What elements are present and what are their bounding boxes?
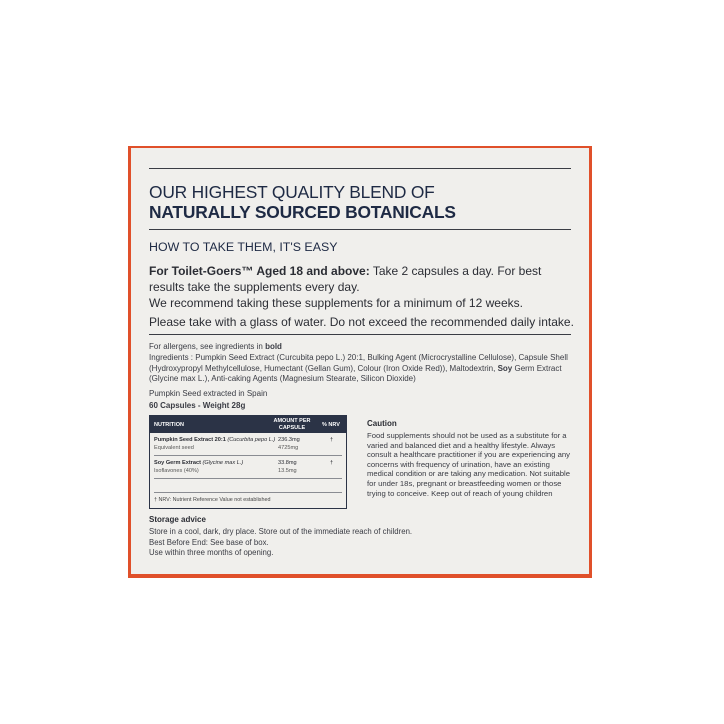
row-amount: 236.3mg bbox=[278, 437, 300, 443]
allergen-bold: bold bbox=[265, 342, 282, 351]
nutrition-table bbox=[149, 415, 347, 509]
top-divider bbox=[149, 168, 571, 169]
headline-line-1: OUR HIGHEST QUALITY BLEND OF bbox=[149, 182, 435, 202]
ingredients-part-1: Ingredients : Pumpkin Seed Extract (Curcubita pepo L.) 20:1, Bulking Agent (Microcrystalline Cellulose), Capsule Shell (Hydroxypropyl Methylcellulose, Humectant (Gellan Gum), Colour (Iron Oxide Red)), Maltodextrin, bbox=[149, 353, 568, 373]
nutrition-table-header bbox=[150, 416, 346, 433]
row-name-bold: Soy Germ Extract bbox=[154, 460, 201, 466]
storage-line-2: Best Before End: See base of box. bbox=[149, 537, 269, 547]
ingredients-list bbox=[149, 353, 569, 385]
caution-text: Food supplements should not be used as a substitute for a varied and balanced diet and a healthy lifestyle. Always consult a healthcare practitioner if you are experiencing any concerns with frequency of urination, have an existing medical condition or are taking any medication. Not suitable for under 18s, pregnant or breastfeeding women or those trying to conceive. Keep out of reach of young children bbox=[367, 431, 570, 498]
ingredients-part-2: Germ Extract (Glycine max L.), Anti-caking Agents (Magnesium Stearate, Silicon Dioxide) bbox=[149, 363, 562, 383]
row-amount: 13.5mg bbox=[278, 468, 297, 474]
row-amount: 4725mg bbox=[278, 445, 299, 451]
table-divider bbox=[154, 478, 342, 479]
ingredients-allergen: Soy bbox=[497, 363, 513, 373]
row-name: Isoflavones (40%) bbox=[154, 468, 199, 474]
howto-recommend: We recommend taking these supplements for a minimum of 12 weeks. bbox=[149, 296, 523, 310]
header-nutrition: NUTRITION bbox=[154, 422, 184, 428]
headline-divider bbox=[149, 229, 571, 230]
row-name bbox=[154, 436, 275, 444]
row-name: Equivalent seed bbox=[154, 445, 194, 451]
row-name bbox=[154, 459, 243, 467]
storage-line-1: Store in a cool, dark, dry place. Store out of the immediate reach of children. bbox=[149, 527, 413, 536]
row-nrv: † bbox=[330, 460, 334, 466]
storage-line-3: Use within three months of opening. bbox=[149, 548, 274, 557]
howto-water: Please take with a glass of water. Do not exceed the recommended daily intake. bbox=[149, 315, 574, 329]
package-back-panel bbox=[128, 146, 592, 578]
capsule-count: 60 Capsules - Weight 28g bbox=[149, 401, 246, 410]
storage-title: Storage advice bbox=[149, 515, 206, 524]
table-divider bbox=[154, 492, 342, 493]
origin-note: Pumpkin Seed extracted in Spain bbox=[149, 389, 268, 398]
table-divider bbox=[154, 455, 342, 456]
row-name-latin: (Cucurbita pepo L.) bbox=[225, 437, 276, 443]
allergen-prefix: For allergens, see ingredients in bbox=[149, 342, 266, 351]
howto-title: HOW TO TAKE THEM, IT'S EASY bbox=[149, 240, 338, 254]
row-name-bold: Pumpkin Seed Extract 20:1 bbox=[154, 437, 226, 443]
dosage-text: Take 2 capsules a day. For best results take the supplements every day. bbox=[149, 264, 542, 294]
row-amount: 33.8mg bbox=[278, 460, 297, 466]
header-nrv: % NRV bbox=[322, 422, 340, 428]
header-amount: AMOUNT PER CAPSULE bbox=[273, 418, 311, 431]
storage-text bbox=[149, 527, 569, 559]
nrv-footnote: † NRV: Nutrient Reference Value not established bbox=[154, 497, 271, 503]
caution-title: Caution bbox=[367, 419, 397, 428]
howto-dosage bbox=[149, 263, 579, 295]
row-nrv: † bbox=[330, 437, 334, 443]
row-name-latin: (Glycine max L.) bbox=[200, 460, 244, 466]
section-divider bbox=[149, 334, 571, 335]
allergen-note bbox=[149, 342, 282, 353]
headline-line-2: NATURALLY SOURCED BOTANICALS bbox=[149, 202, 456, 222]
dosage-lead: For Toilet-Goers™ Aged 18 and above: bbox=[149, 264, 370, 278]
